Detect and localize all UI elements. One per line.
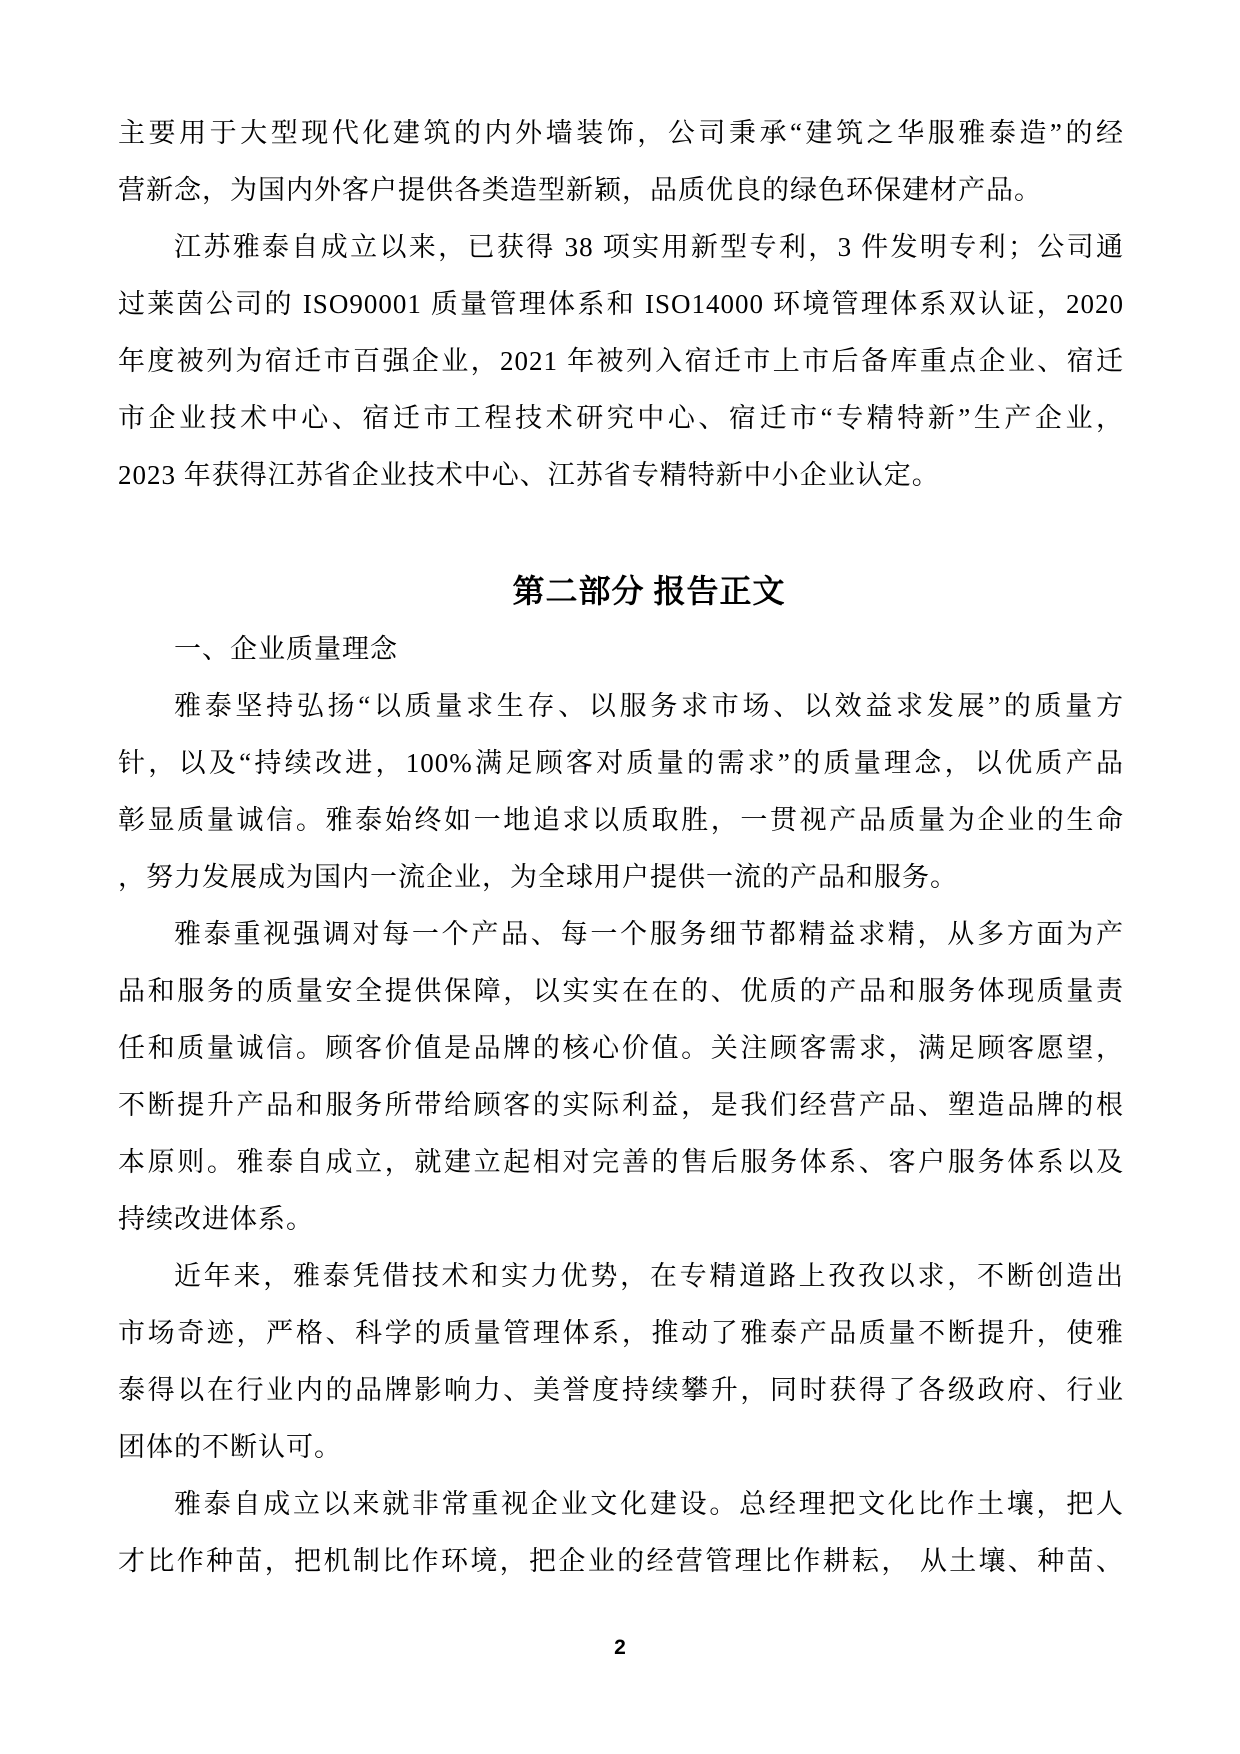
text-line: 江苏雅泰自成立以来，已获得 38 项实用新型专利，3 件发明专利；公司通 xyxy=(174,232,1124,262)
text-line: 雅泰坚持弘扬“以质量求生存、以服务求市场、以效益求发展”的质量方 xyxy=(174,691,1124,721)
text-line: 近年来，雅泰凭借技术和实力优势，在专精道路上孜孜以求，不断创造出 xyxy=(174,1261,1124,1291)
text-line: 雅泰重视强调对每一个产品、每一个服务细节都精益求精，从多方面为产 xyxy=(174,919,1124,949)
section-heading: 第二部分 报告正文 xyxy=(512,573,786,609)
text-line: 不断提升产品和服务所带给顾客的实际利益，是我们经营产品、塑造品牌的根 xyxy=(118,1090,1124,1120)
text-line: 针，以及“持续改进，100%满足顾客对质量的需求”的质量理念，以优质产品 xyxy=(118,748,1124,778)
page-number: 2 xyxy=(614,1636,626,1659)
text-line: 团体的不断认可。 xyxy=(118,1432,342,1462)
text-line: 营新念，为国内外客户提供各类造型新颖，品质优良的绿色环保建材产品。 xyxy=(118,175,1042,205)
text-line: 市场奇迹，严格、科学的质量管理体系，推动了雅泰产品质量不断提升，使雅 xyxy=(118,1318,1124,1348)
text-line: 持续改进体系。 xyxy=(118,1204,314,1234)
text-line: 才比作种苗，把机制比作环境，把企业的经营管理比作耕耘， 从土壤、种苗、 xyxy=(118,1546,1124,1576)
text-line: ，努力发展成为国内一流企业，为全球用户提供一流的产品和服务。 xyxy=(118,862,958,892)
text-line: 主要用于大型现代化建筑的内外墙装饰，公司秉承“建筑之华服雅泰造”的经 xyxy=(118,118,1124,148)
text-line: 泰得以在行业内的品牌影响力、美誉度持续攀升，同时获得了各级政府、行业 xyxy=(118,1375,1124,1405)
document-body xyxy=(118,105,1124,1590)
text-line: 品和服务的质量安全提供保障，以实实在在的、优质的产品和服务体现质量责 xyxy=(118,976,1124,1006)
text-line: 任和质量诚信。顾客价值是品牌的核心价值。关注顾客需求，满足顾客愿望， xyxy=(118,1033,1124,1063)
text-line: 年度被列为宿迁市百强企业，2021 年被列入宿迁市上市后备库重点企业、宿迁 xyxy=(118,346,1124,376)
text-line: 雅泰自成立以来就非常重视企业文化建设。总经理把文化比作土壤，把人 xyxy=(174,1489,1124,1519)
text-line: 过莱茵公司的 ISO90001 质量管理体系和 ISO14000 环境管理体系双认证，2020 xyxy=(118,289,1124,319)
text-line: 2023 年获得江苏省企业技术中心、江苏省专精特新中小企业认定。 xyxy=(118,460,940,490)
subsection-title: 一、企业质量理念 xyxy=(174,634,398,664)
text-line: 市企业技术中心、宿迁市工程技术研究中心、宿迁市“专精特新”生产企业， xyxy=(118,403,1124,433)
text-line: 本原则。雅泰自成立，就建立起相对完善的售后服务体系、客户服务体系以及 xyxy=(118,1147,1124,1177)
text-line: 彰显质量诚信。雅泰始终如一地追求以质取胜，一贯视产品质量为企业的生命 xyxy=(118,805,1124,835)
